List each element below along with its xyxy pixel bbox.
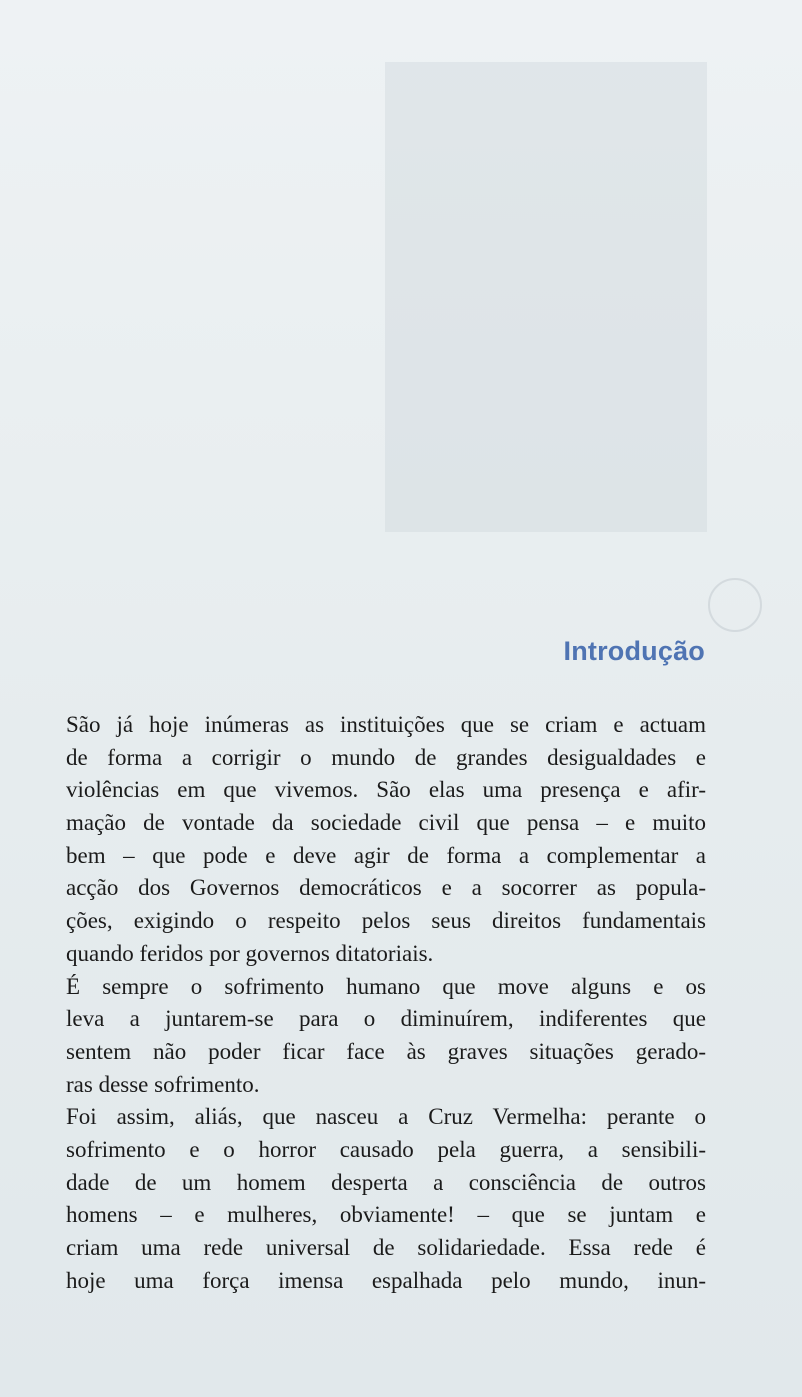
- text-line: ras desse sofrimento.: [66, 1071, 260, 1097]
- text-line: hoje uma força imensa espalhada pelo mundo, inun-: [66, 1267, 706, 1293]
- section-heading: Introdução: [563, 636, 705, 666]
- text-line: quando feridos por governos ditatoriais.: [66, 940, 434, 966]
- body-text: [66, 709, 706, 1297]
- text-line: É sempre o sofrimento humano que move alguns e os: [66, 973, 706, 999]
- text-line: criam uma rede universal de solidariedade. Essa rede é: [66, 1235, 706, 1260]
- text-line: violências em que vivemos. São elas uma presença e afir-: [66, 777, 706, 803]
- bleed-through-page-marker: [708, 578, 762, 632]
- text-line: de forma a corrigir o mundo de grandes desigualdades e: [66, 744, 706, 770]
- text-line: bem – que pode e deve agir de forma a complementar a: [66, 842, 706, 868]
- text-line: Foi assim, aliás, que nasceu a Cruz Vermelha: perante o: [66, 1104, 706, 1130]
- text-line: leva a juntarem-se para o diminuírem, indiferentes que: [66, 1006, 706, 1032]
- text-line: acção dos Governos democráticos e a socorrer as popula-: [66, 875, 706, 901]
- text-line: dade de um homem desperta a consciência de outros: [66, 1169, 706, 1195]
- text-line: sofrimento e o horror causado pela guerra, a sensibili-: [66, 1136, 706, 1162]
- bleed-through-shadow: [385, 62, 707, 532]
- text-line: homens – e mulheres, obviamente! – que se juntam e: [66, 1202, 706, 1228]
- text-line: ções, exigindo o respeito pelos seus direitos fundamentais: [66, 908, 706, 934]
- text-line: sentem não poder ficar face às graves situações gerado-: [66, 1038, 706, 1064]
- text-line: São já hoje inúmeras as instituições que se criam e actuam: [66, 712, 706, 737]
- text-line: mação de vontade da sociedade civil que pensa – e muito: [66, 810, 706, 836]
